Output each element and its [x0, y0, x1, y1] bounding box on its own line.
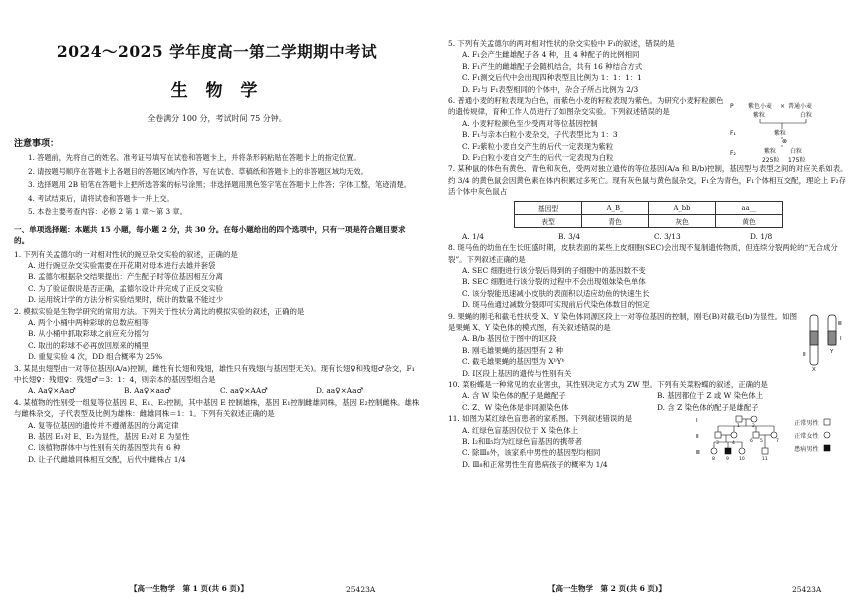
options-row: [448, 231, 852, 242]
note-item: 2. 请按题号顺序在答题卡上各题目的答题区域内作答，写在试卷、草稿纸和答题卡上的非答题区域均无效。: [28, 166, 368, 176]
exam-info: 全卷满分 100 分，考试时间 75 分钟。: [147, 114, 287, 123]
notes-heading: 注意事项：: [14, 139, 60, 149]
table-row-label: 表型: [515, 214, 582, 227]
option-a: A. 复等位基因的遗传并不遵循基因的分离定律: [28, 420, 179, 430]
section-heading: 一、单项选择题：本题共 15 小题，每小题 2 分，共 30 分。在每小题给出的四个选项中，只有一项是符合题目要求的。: [14, 224, 406, 245]
question-8: [448, 242, 852, 310]
svg-text:1: 1: [737, 424, 740, 430]
region-2-label: Ⅱ: [803, 351, 806, 358]
option-b: B. F₁产生的雌雄配子会随机结合，共有 16 种结合方式: [462, 61, 643, 71]
note-item: 1. 答题前，先将自己的姓名、准考证号填写在试卷和答题卡上，并将条形码粘贴在答题卡上的指定位置。: [28, 153, 361, 162]
page-right: [430, 0, 860, 608]
f2-a-count: 225粒: [762, 157, 780, 165]
option-d: D. 含 Z 染色体的配子是雄配子: [657, 402, 759, 412]
svg-text:7: 7: [776, 439, 779, 445]
option-a: A. 小麦籽粒颜色至少受两对等位基因控制: [462, 118, 598, 128]
y-label: Y: [830, 348, 834, 355]
question-stem: 10. 菜粉蝶是一种常见的农业害虫，其性别决定方式为 ZW 型。下列有关菜粉蝶的叙述，正确的是: [448, 379, 768, 389]
option-a: A. 进行豌豆杂交实验需要在开花期对母本进行去雄并套袋: [28, 260, 216, 270]
xy-chromosome-diagram: [802, 311, 848, 371]
option-c: C. 截毛雄果蝇的基因型为 XᵇYᵇ: [462, 357, 565, 367]
cross-diagram: [728, 99, 846, 165]
option-c: C. 该植物群体中与性别有关的基因型共有 6 种: [28, 443, 181, 453]
question-7: [448, 163, 852, 242]
svg-text:4: 4: [732, 441, 735, 447]
option-c: C. 取出的彩球不必再放回原来的桶里: [28, 340, 149, 350]
question-stem: 4. 某植物的性别受一组复等位基因 E、E₁、E₂控制，其中基因 E 控制雄株，基因 E₁控制雌雄同株，基因 E₂控制雌株。雄株与雌株杂交，子代表型及比例为雄株：雌雄同株＝1：1。下列有关叙述正确的是: [14, 397, 420, 419]
table-header: 基因型: [515, 201, 582, 214]
option-a: A. 两个小桶中两种彩球的总数应相等: [28, 317, 149, 327]
question-stem: 5. 下列有关孟德尔的两对相对性状的杂交实验中 F₁的叙述，错误的是: [448, 39, 675, 48]
table-header: A_bb: [649, 201, 716, 214]
option-a: A. 红绿色盲基因仅位于 X 染色体上: [462, 425, 579, 435]
svg-text:Ⅰ: Ⅰ: [696, 418, 698, 425]
question-stem: 11. 如图为某红绿色盲患者的家系图。下列叙述错误的是: [448, 414, 633, 424]
option-b: B. 从小桶中抓取彩球之前应充分摇匀: [28, 329, 149, 339]
f2-b: 白粒: [790, 148, 803, 156]
self-sign: ⊗: [782, 138, 788, 146]
svg-text:3: 3: [716, 441, 719, 447]
option-c: C. 为了验证假说是否正确，孟德尔设计并完成了正反交实验: [28, 283, 223, 293]
option-b: B. Ⅰ₂和Ⅱ₅均为红绿色盲基因的携带者: [462, 437, 583, 446]
option-b: B. 基因 E₁对 E、E₂为显性，基因 E₂对 E 为显性: [28, 432, 190, 441]
question-6: [448, 95, 852, 163]
option-d: D. 重复实验 4 次，DD 组合概率为 25%: [28, 352, 163, 362]
option-d: D. 运用统计学的方法分析实验结果时，统计的数量不能过少: [28, 295, 224, 305]
note-item: 4. 考试结束后，请将试卷和答题卡一并上交。: [28, 193, 174, 203]
option-d: D. 让子代雌雄同株相互交配，后代中雌株占 1/4: [28, 454, 186, 464]
parent-b: 普通小麦: [788, 103, 813, 111]
option-d: D. aa♀×Aa♂: [316, 386, 364, 396]
parent-a-color: 紫粒: [753, 112, 766, 120]
svg-text:5: 5: [760, 439, 763, 445]
option-a: A. SEC 细胞进行该分裂后得到的子细胞中的基因数不变: [462, 265, 646, 275]
option-a: A. B/b 基因位于图中的Ⅰ区段: [462, 334, 557, 344]
question-stem: 6. 普通小麦的籽粒表现为白色，而紫色小麦的籽粒表现为紫色。为研究小麦籽粒颜色的遗传规律，育种工作人员进行了如图杂交实验。下列叙述错误的是: [448, 96, 724, 117]
svg-text:8: 8: [712, 457, 715, 463]
options-row: [448, 390, 852, 401]
genotype-table: [514, 201, 783, 228]
question-11: [448, 413, 852, 470]
option-c: C. 该分裂能迅速减小皮肤的表面积以适应幼鱼的快速生长: [462, 288, 650, 298]
svg-text:正常女性: 正常女性: [794, 433, 819, 441]
question-1: [14, 249, 420, 306]
option-b: B. Aa♀×aa♂: [124, 386, 171, 396]
page-footer-label: 【高一生物学 第 1 页(共 6 页)】: [130, 584, 248, 593]
option-c: C. aa♀×AA♂: [220, 386, 268, 396]
option-b: B. 基因都位于 Z 或 W 染色体上: [657, 391, 764, 401]
question-stem: 2. 模拟实验是生物学研究的常用方法。下列关于性状分离比的模拟实验的叙述，正确的是: [14, 306, 305, 316]
svg-text:10: 10: [739, 457, 745, 463]
option-b: B. F₁与亲本白粒小麦杂交，子代表型比为 1：3: [462, 130, 618, 140]
option-b: B. 刚毛雄果蝇的基因型有 2 种: [462, 345, 563, 355]
option-a: A. 含 W 染色体的配子是雌配子: [462, 391, 566, 401]
svg-text:Ⅱ: Ⅱ: [696, 434, 699, 441]
option-d: D. F₂与 F₁表型相同的个体中，杂合子所占比例为 2/3: [462, 84, 639, 94]
question-4: [14, 397, 420, 465]
table-header: aa__: [716, 201, 783, 214]
option-d: D. F₂白粒小麦自交产生的后代一定表现为白粒: [462, 153, 614, 163]
option-b: B. 3/4: [558, 231, 581, 241]
label-f2: F₂: [730, 150, 736, 158]
option-c: C. F₂紫粒小麦自交产生的后代一定表现为紫粒: [462, 141, 614, 151]
svg-text:正常男性: 正常男性: [794, 420, 819, 428]
page-footer-code: 25423A: [346, 585, 376, 594]
table-header: A_B_: [582, 201, 649, 214]
option-c: C. 3/13: [654, 231, 681, 241]
options-row: [14, 385, 420, 396]
page-footer-code: 25423A: [792, 585, 822, 594]
option-c: C. F₁测交后代中会出现四种表型且比例为 1：1：1：1: [462, 73, 642, 83]
question-stem: 8. 斑马鱼的幼鱼在生长旺盛时期，皮肤表面的某些上皮细胞(SEC)会出现不复制遗传物质，但连续分裂两轮的“无合成分裂”。下列叙述正确的是: [448, 243, 838, 264]
option-d: D. Ⅰ区段上基因的遗传与性别有关: [462, 368, 572, 378]
note-item: 3. 选择题用 2B 铅笔在答题卡上把所选答案的标号涂黑；非选择题用黑色签字笔在答题卡上作答；字体工整，笔迹清楚。: [28, 180, 411, 189]
svg-text:患病男性: 患病男性: [794, 446, 819, 454]
table-cell: 灰色: [649, 214, 716, 227]
question-stem: 3. 某昆虫翅型由一对等位基因(A/a)控制，雌性有长翅和残翅，雄性只有残翅(与基因型无关)。现有长翅♀和残翅♂杂交，F₁中长翅♀：残翅♀：残翅♂＝3：1：4，则亲本的基因型组合是: [14, 363, 415, 384]
options-row: [448, 402, 852, 413]
svg-text:Ⅲ: Ⅲ: [696, 450, 700, 457]
svg-text:6: 6: [750, 439, 753, 445]
notes-block: [14, 136, 420, 218]
question-9: [448, 311, 852, 379]
option-a: A. F₁会产生雌雄配子各 4 种，且 4 种配子的比例相同: [462, 50, 640, 60]
option-a: A. 1/4: [462, 231, 484, 241]
question-10: [448, 379, 852, 413]
question-stem: 7. 某种鼠的体色有黄色、青色和灰色，受两对独立遗传的等位基因(A/a 和 B/b)控制，基因型与表型之间的对应关系如表。约 3/4 的黄色鼠会因黄色素在体内积累过多死亡。现有灰色鼠与黄色鼠杂交，F₁全为青色，F₁个体相互交配，理论上 F₂存活个体中灰色鼠占: [448, 164, 848, 197]
option-a: A. Aa♀×Aa♂: [28, 386, 76, 396]
f2-a: 紫粒: [764, 148, 777, 156]
region-3-label: Ⅲ: [838, 320, 842, 327]
option-c: C. Z、W 染色体是非同源染色体: [462, 402, 569, 412]
option-b: B. 孟德尔根据杂交结果提出：产生配子时等位基因相互分离: [28, 272, 223, 282]
parent-b-color: 白粒: [800, 112, 813, 120]
cross-sign: ×: [780, 103, 786, 111]
table-cell: 黄色: [716, 214, 783, 227]
label-f1: F₁: [730, 130, 736, 138]
page-footer-label: 【高一生物学 第 2 页(共 6 页)】: [548, 584, 666, 593]
option-d: D. Ⅲ₈和正常男性生育患病孩子的概率为 1/4: [462, 459, 608, 469]
option-b: B. SEC 细胞进行该分裂的过程中不会出现姐妹染色单体: [462, 277, 646, 287]
option-d: D. 斑马鱼通过减数分裂即可实现前后代染色体数目的恒定: [462, 300, 650, 310]
exam-title: 2024～2025 学年度高一第二学期期中考试: [56, 42, 378, 61]
question-3: [14, 363, 420, 397]
table-cell: 青色: [582, 214, 649, 227]
f2-b-count: 175粒: [788, 157, 806, 165]
question-2: [14, 306, 420, 363]
option-c: C. 除Ⅲ₈外，该家系中男性的基因型均相同: [462, 448, 601, 458]
x-label: X: [812, 366, 816, 371]
svg-text:2: 2: [752, 424, 755, 430]
parent-a: 紫色小麦: [748, 103, 773, 111]
subject-title: 生 物 学: [170, 81, 264, 101]
svg-text:11: 11: [762, 457, 768, 463]
note-item: 5. 本卷主要考查内容：必修 2 第 1 章～第 3 章。: [28, 207, 187, 216]
region-1-label: Ⅰ: [840, 335, 842, 342]
pedigree-diagram: [694, 413, 846, 469]
svg-text:9: 9: [726, 457, 729, 463]
option-d: D. 1/8: [750, 231, 773, 241]
question-stem: 1. 下列有关孟德尔的一对相对性状的豌豆杂交实验的叙述，正确的是: [14, 249, 238, 259]
f1-color: 紫粒: [774, 130, 787, 138]
question-5: [448, 38, 852, 95]
label-p: P: [730, 103, 734, 111]
question-stem: 9. 果蝇的刚毛和截毛性状受 X、Y 染色体同源区段上一对等位基因的控制，刚毛(B)对截毛(b)为显性。如图是果蝇 X、Y 染色体的模式图，有关叙述错误的是: [448, 311, 797, 332]
